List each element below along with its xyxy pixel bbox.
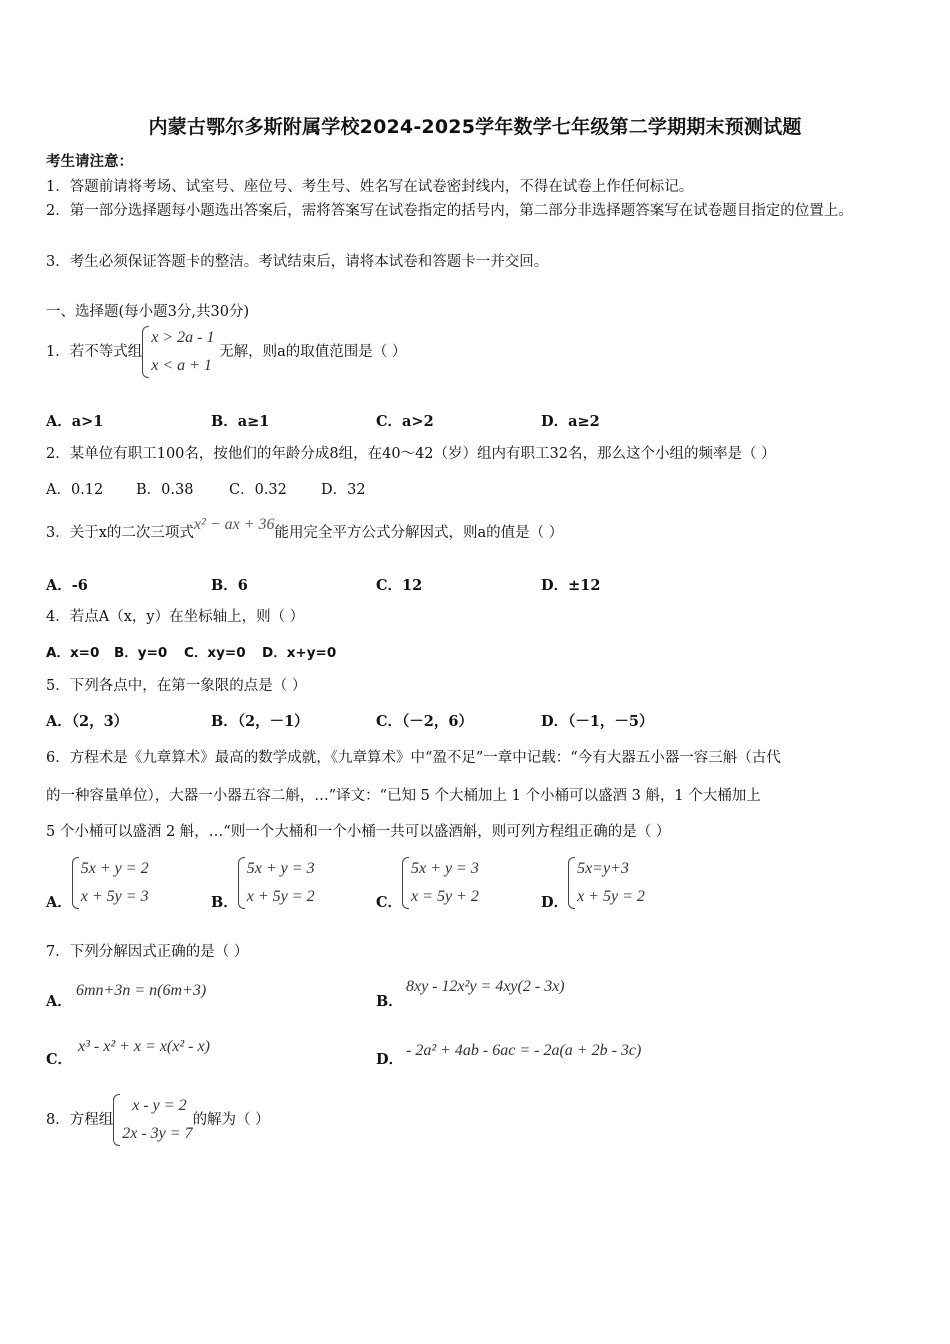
option-b[interactable]: B．y=0 [114, 645, 168, 661]
option-system [402, 855, 479, 911]
option-b-expression: 8xy - 12x²y = 4xy(2 - 3x) [406, 978, 565, 995]
question-1-number: 1． [46, 344, 70, 360]
option-b[interactable]: B．a≥1 [211, 413, 270, 430]
question-3-expression: x² − ax + 36 [193, 516, 275, 533]
system-row: x + 5y = 3 [80, 888, 149, 905]
question-7: 7．下列分解因式正确的是（ ） [46, 944, 249, 960]
question-3-prefix: 3．关于x的二次三项式 [46, 525, 194, 541]
notice-heading: 考生请注意： [46, 153, 133, 170]
option-system [72, 855, 149, 911]
system-row: x = 5y + 2 [411, 888, 479, 905]
question-8-suffix: 的解为（ ） [192, 1112, 270, 1128]
option-a-expression: 6mn+3n = n(6m+3) [76, 982, 207, 999]
question-6-line-3: 5 个小桶可以盛酒 2 斛，…“则一个大桶和一个小桶一共可以盛酒斛，则可列方程组正确的是（ ） [46, 824, 671, 840]
option-d[interactable]: D．32 [321, 482, 366, 498]
option-c[interactable]: C．a>2 [376, 413, 434, 430]
system-row: x + 5y = 2 [577, 888, 645, 905]
option-a[interactable]: A．a>1 [46, 413, 104, 430]
system-row: 5x=y+3 [577, 860, 629, 877]
question-6-line-1: 6．方程术是《九章算术》最高的数学成就，《九章算术》中“盈不足”一章中记载：“今有大器五小器一容三斛（古代 [46, 750, 781, 766]
question-8-system [113, 1092, 192, 1148]
option-d[interactable]: D．a≥2 [541, 413, 600, 430]
option-label: C． [376, 894, 403, 911]
question-7-options-row-1 [46, 978, 906, 1012]
option-label: D． [541, 894, 569, 911]
system-row: 5x + y = 2 [80, 860, 149, 877]
system-row: 5x + y = 3 [246, 860, 315, 877]
system-row: 5x + y = 3 [411, 860, 479, 877]
option-c[interactable] [376, 855, 479, 911]
option-a[interactable]: A．-6 [46, 577, 88, 594]
question-1-prefix: 若不等式组 [69, 344, 143, 360]
option-b[interactable] [211, 855, 315, 911]
page-title: 内蒙古鄂尔多斯附属学校2024-2025学年数学七年级第二学期期末预测试题 [148, 116, 802, 138]
option-label: B． [211, 894, 238, 911]
section-heading: 一、选择题(每小题3分,共30分) [46, 304, 250, 320]
option-b[interactable]: B．（2，－1） [211, 713, 309, 730]
option-c[interactable]: C．xy=0 [184, 645, 246, 661]
option-a[interactable]: A．0.12 [46, 482, 104, 498]
option-d[interactable]: D．x+y=0 [262, 645, 337, 661]
question-8-number: 8． [46, 1112, 70, 1128]
question-3 [46, 516, 564, 543]
option-a[interactable]: A．（2，3） [46, 713, 129, 730]
option-label: B． [376, 993, 403, 1010]
system-row: x > 2a - 1 [151, 329, 215, 346]
question-7-options-row-2 [46, 1040, 906, 1070]
option-a[interactable] [46, 990, 72, 1011]
notice-item-1: 1．答题前请将考场、试室号、座位号、考生号、姓名写在试卷密封线内，不得在试卷上作任何标记。 [46, 179, 694, 195]
option-d[interactable]: D．±12 [541, 577, 601, 594]
question-1-suffix: 无解，则a的取值范围是（ ） [219, 344, 407, 360]
question-5: 5．下列各点中，在第一象限的点是（ ） [46, 678, 307, 694]
question-8-prefix: 方程组 [69, 1112, 114, 1128]
option-d[interactable] [541, 855, 645, 911]
option-label: C． [46, 1051, 73, 1068]
option-b[interactable] [376, 990, 403, 1011]
option-c[interactable]: C．12 [376, 577, 423, 594]
question-1-system [142, 324, 214, 380]
question-6-line-2: 的一种容量单位），大器一小器五容二斛，…”译文：“已知 5 个大桶加上 1 个小桶可以盛酒 3 斛，1 个大桶加上 [46, 788, 761, 804]
option-label: A． [46, 894, 72, 911]
option-b[interactable]: B．0.38 [136, 482, 194, 498]
option-label: A． [46, 993, 72, 1010]
option-system [238, 855, 315, 911]
question-4: 4．若点A（x，y）在坐标轴上，则（ ） [46, 609, 305, 625]
system-row: x - y = 2 [132, 1097, 187, 1114]
option-c[interactable]: C．（－2，6） [376, 713, 473, 730]
question-2: 2．某单位有职工100名，按他们的年龄分成8组，在40～42（岁）组内有职工32名，那么这个小组的频率是（ ） [46, 446, 776, 462]
option-c[interactable] [46, 1048, 72, 1069]
question-1 [46, 324, 406, 380]
question-3-suffix: 能用完全平方公式分解因式，则a的值是（ ） [274, 525, 564, 541]
option-b[interactable]: B．6 [211, 577, 248, 594]
option-d[interactable]: D．（－1，－5） [541, 713, 654, 730]
option-d-expression: - 2a² + 4ab - 6ac = - 2a(a + 2b - 3c) [406, 1042, 642, 1059]
option-c[interactable]: C．0.32 [229, 482, 287, 498]
system-row: 2x - 3y = 7 [122, 1125, 193, 1142]
option-label: D． [376, 1051, 404, 1068]
option-c-expression: x³ - x² + x = x(x² - x) [78, 1038, 210, 1055]
notice-item-2: 2．第一部分选择题每小题选出答案后，需将答案写在试卷指定的括号内，第二部分非选择题答案写在试卷题目指定的位置上。 [46, 203, 853, 219]
option-system [568, 855, 645, 911]
option-a[interactable] [46, 855, 149, 911]
question-8 [46, 1092, 270, 1148]
notice-item-3: 3．考生必须保证答题卡的整洁。考试结束后，请将本试卷和答题卡一并交回。 [46, 254, 549, 270]
system-row: x + 5y = 2 [246, 888, 315, 905]
option-d[interactable] [376, 1048, 403, 1069]
option-a[interactable]: A．x=0 [46, 645, 100, 661]
system-row: x < a + 1 [151, 357, 212, 374]
